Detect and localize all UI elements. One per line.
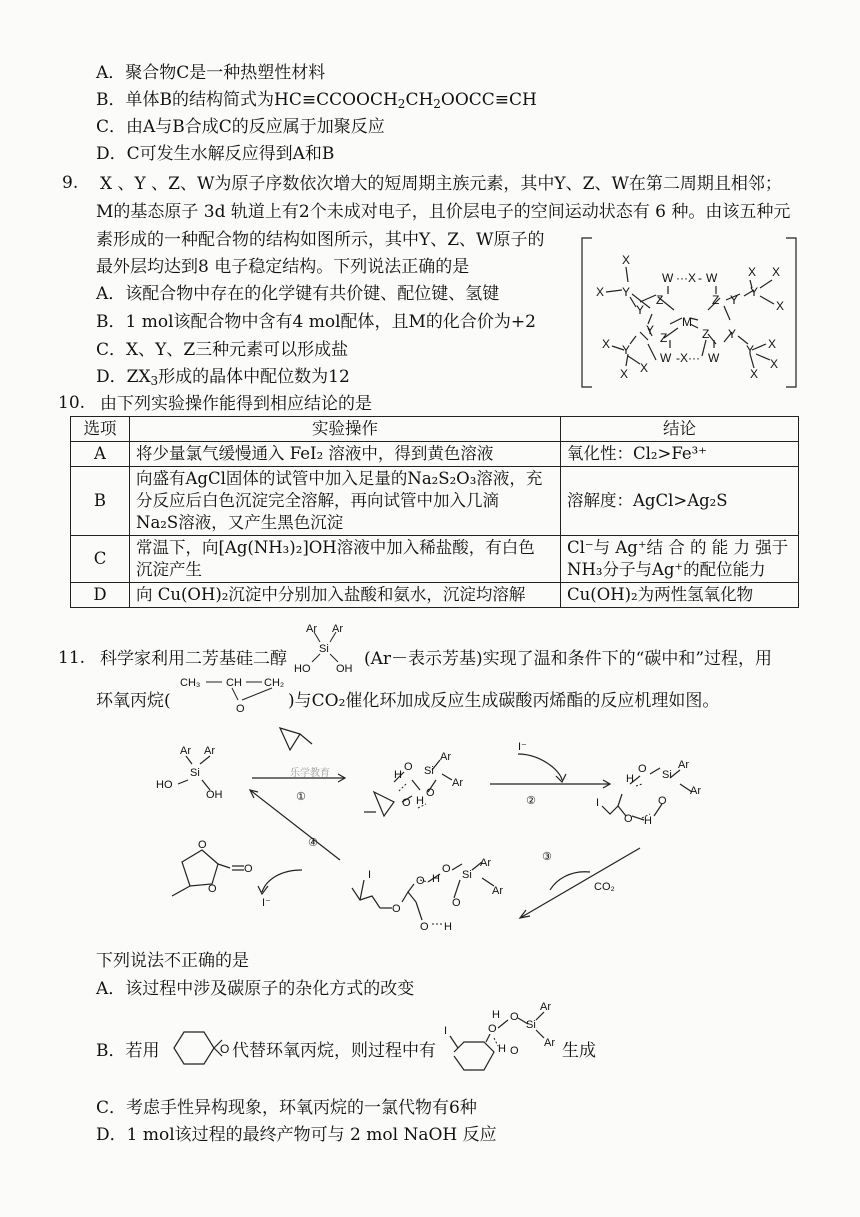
svg-text:X: X [770,357,779,371]
svg-text:Si: Si [662,769,672,781]
svg-text:Ar: Ar [180,745,191,757]
svg-text:O: O [420,921,429,933]
svg-text:H: H [626,773,634,785]
svg-text:Ar: Ar [306,623,317,635]
svg-text:Ar: Ar [678,759,689,771]
q9-option-b: B．1 mol该配合物中含有4 mol配体，且M的化合价为+2 [96,312,536,332]
svg-text:Z: Z [656,293,664,307]
reaction-mechanism-diagram [140,720,760,942]
svg-text:O: O [404,761,413,773]
svg-text:X: X [772,265,781,279]
svg-text:HO: HO [294,663,311,674]
svg-text:③: ③ [542,851,552,863]
svg-text:Z: Z [702,327,710,341]
svg-text:Si: Si [319,643,329,655]
q10-number: 10. [58,393,86,413]
svg-text:O: O [624,813,633,825]
q10-experiment-table [70,416,799,608]
svg-text:Y: Y [646,323,655,337]
q9-option-d: D．$ZX_3$形成的晶体中配位数为12 [96,367,350,388]
header-option: 选项 [71,417,130,442]
svg-text:H: H [444,921,452,933]
table-header-row [71,417,799,442]
q9-complex-structure [578,232,800,392]
svg-text:I: I [596,797,600,809]
q10-question: 由下列实验操作能得到相应结论的是 [100,394,372,414]
svg-text:Ar: Ar [544,1037,555,1049]
svg-text:CO₂: CO₂ [594,881,615,893]
svg-text:Si: Si [526,1019,536,1031]
q8-option-c: C．由A与B合成C的反应属于加聚反应 [96,117,385,137]
svg-text:④: ④ [308,837,318,849]
q8-option-b: B．单体B的结构简式为$HC\equiv CCOOCH_2CH_2OOCC\equiv CH$ [96,90,537,111]
svg-text:Ar: Ar [480,857,491,869]
svg-text:W: W [660,351,672,365]
q11-option-b-part3: 生成 [562,1041,596,1061]
svg-text:W: W [662,271,674,285]
q9-stem-line2: M的基态原子 3d 轨道上有2个未成对电子，且价层电子的空间运动状态有 6 种。由该五种元 [96,202,791,222]
svg-text:CH₂: CH₂ [264,677,285,689]
svg-text:②: ② [526,795,536,807]
header-operation: 实验操作 [130,417,561,442]
q9-option-a: A．该配合物中存在的化学键有共价键、配位键、氢键 [96,284,500,304]
svg-text:CH₃: CH₃ [180,677,201,689]
svg-text:O: O [658,795,667,807]
svg-text:X: X [768,337,777,351]
svg-text:O: O [208,883,217,895]
svg-text:Z: Z [712,293,720,307]
svg-text:O: O [402,797,411,809]
svg-text:Ar: Ar [332,623,343,635]
svg-text:X: X [602,337,611,351]
svg-text:I: I [368,869,372,881]
svg-text:X: X [776,299,785,313]
svg-text:Ar: Ar [540,1001,551,1013]
svg-text:Y: Y [730,293,739,307]
svg-text:Y: Y [622,343,631,357]
svg-text:O: O [510,1011,519,1023]
svg-text:O: O [510,1045,519,1057]
svg-text:OH: OH [206,789,223,801]
q11-option-a: A．该过程中涉及碳原子的杂化方式的改变 [96,979,415,999]
svg-text:OH: OH [336,663,353,674]
svg-text:H: H [394,769,402,781]
q11-stem-part1: 科学家利用二芳基硅二醇 [100,649,287,669]
table-row: D 向 Cu(OH)₂沉淀中分别加入盐酸和氨水，沉淀均溶解 Cu(OH)₂为两性氢氧化物 [71,583,799,608]
svg-text:Ar: Ar [204,745,215,757]
svg-text:···: ··· [676,271,688,285]
svg-text:Y: Y [636,303,645,317]
svg-text:Ar: Ar [440,751,451,763]
q11-option-b-part1: B．若用 [96,1041,160,1061]
svg-text:O: O [244,863,253,875]
svg-text:Y: Y [622,285,631,299]
table-row: A 将少量氯气缓慢通入 FeI₂ 溶液中，得到黄色溶液 氧化性：Cl₂>Fe³⁺ [71,442,799,467]
svg-text:HO: HO [156,779,173,791]
svg-text:Ar: Ar [452,777,463,789]
svg-text:X: X [748,265,757,279]
q11-ask: 下列说法不正确的是 [96,951,249,971]
svg-text:Si: Si [424,765,434,777]
q8-option-a: A．聚合物C是一种热塑性材料 [96,63,326,83]
svg-text:O: O [488,1023,497,1035]
q11-option-d: D．1 mol该过程的最终产物可与 2 mol NaOH 反应 [96,1125,497,1145]
diaryl-silanediol-structure [290,622,360,674]
svg-text:X: X [688,271,697,285]
q9-number: 9. [62,173,79,193]
svg-text:H: H [432,873,440,885]
svg-text:O: O [220,1042,230,1056]
q8-option-d: D．C可发生水解反应得到A和B [96,144,335,164]
svg-text:Z: Z [660,331,668,345]
svg-text:乐学教育: 乐学教育 [290,768,330,779]
svg-text:CH: CH [226,677,242,689]
svg-text:O: O [392,903,401,915]
q9-stem-line3: 素形成的一种配合物的结构如图所示，其中Y、Z、W原子的 [96,230,545,250]
q9-stem-line1: X 、Y 、Z、W为原子序数依次增大的短周期主族元素，其中Y、Z、W在第二周期且相邻； [100,174,782,194]
svg-text:X: X [750,367,759,381]
q9-option-c: C．X、Y、Z三种元素可以形成盐 [96,340,349,360]
table-row: C 常温下，向[Ag(NH₃)₂]OH溶液中加入稀盐酸，有白色 沉淀产生 Cl⁻与 Ag⁺结 合 的 能 力 强于 NH₃分子与Ag⁺的配位能力 [71,536,799,583]
svg-text:X: X [620,367,629,381]
svg-text:O: O [426,787,435,799]
header-conclusion: 结论 [561,417,799,442]
svg-text:Y: Y [750,285,759,299]
q11-stem-part4: )与CO₂催化环加成反应生成碳酸丙烯酯的反应机理如图。 [288,691,720,711]
q11-stem-part3: 环氧丙烷( [96,691,171,711]
svg-text:H: H [492,1009,500,1021]
svg-text:①: ① [296,791,306,803]
svg-text:O: O [638,763,647,775]
svg-text:O: O [198,839,207,851]
svg-text:X: X [622,253,631,267]
svg-text:Si: Si [190,767,200,779]
ring-opened-intermediate-structure [432,998,560,1098]
svg-text:X: X [640,361,649,375]
q9-stem-line4: 最外层均达到8 电子稳定结构。下列说法正确的是 [96,257,470,277]
svg-text:O: O [452,897,461,909]
svg-text:H: H [498,1043,506,1055]
q11-option-c: C．考虑手性异构现象，环氧丙烷的一氯代物有6种 [96,1098,477,1118]
svg-text:X: X [596,285,605,299]
svg-text:-X···: -X··· [676,351,700,365]
svg-text:H: H [416,795,424,807]
svg-text:Si: Si [462,869,472,881]
svg-text:Y: Y [746,343,755,357]
svg-text:I⁻: I⁻ [518,741,527,753]
svg-text:O: O [236,703,245,714]
svg-text:W: W [708,351,720,365]
q11-number: 11. [58,648,86,668]
svg-text:Y: Y [728,327,737,341]
table-row: B 向盛有AgCl固体的试管中加入足量的Na₂S₂O₃溶液，充 分反应后白色沉淀完全溶解，再向试管中加入几滴 Na₂S溶液，又产生黑色沉淀 溶解度：AgCl>Ag₂S [71,467,799,536]
cyclohexene-oxide-structure [164,1026,234,1072]
propylene-oxide-structure [176,670,288,714]
q11-option-b-part2: 代替环氧丙烷，则过程中有 [232,1041,436,1061]
svg-text:Ar: Ar [690,785,701,797]
svg-text:O: O [442,863,451,875]
svg-text:-: - [698,271,702,285]
svg-text:W: W [706,271,718,285]
svg-text:O: O [416,875,425,887]
svg-text:I: I [444,1025,448,1037]
svg-text:Ar: Ar [492,885,503,897]
svg-text:I⁻: I⁻ [262,897,271,909]
q11-stem-part2: (Ar－表示芳基)实现了温和条件下的“碳中和”过程，用 [364,649,773,669]
svg-text:H: H [644,815,652,827]
svg-text:M: M [682,315,692,329]
